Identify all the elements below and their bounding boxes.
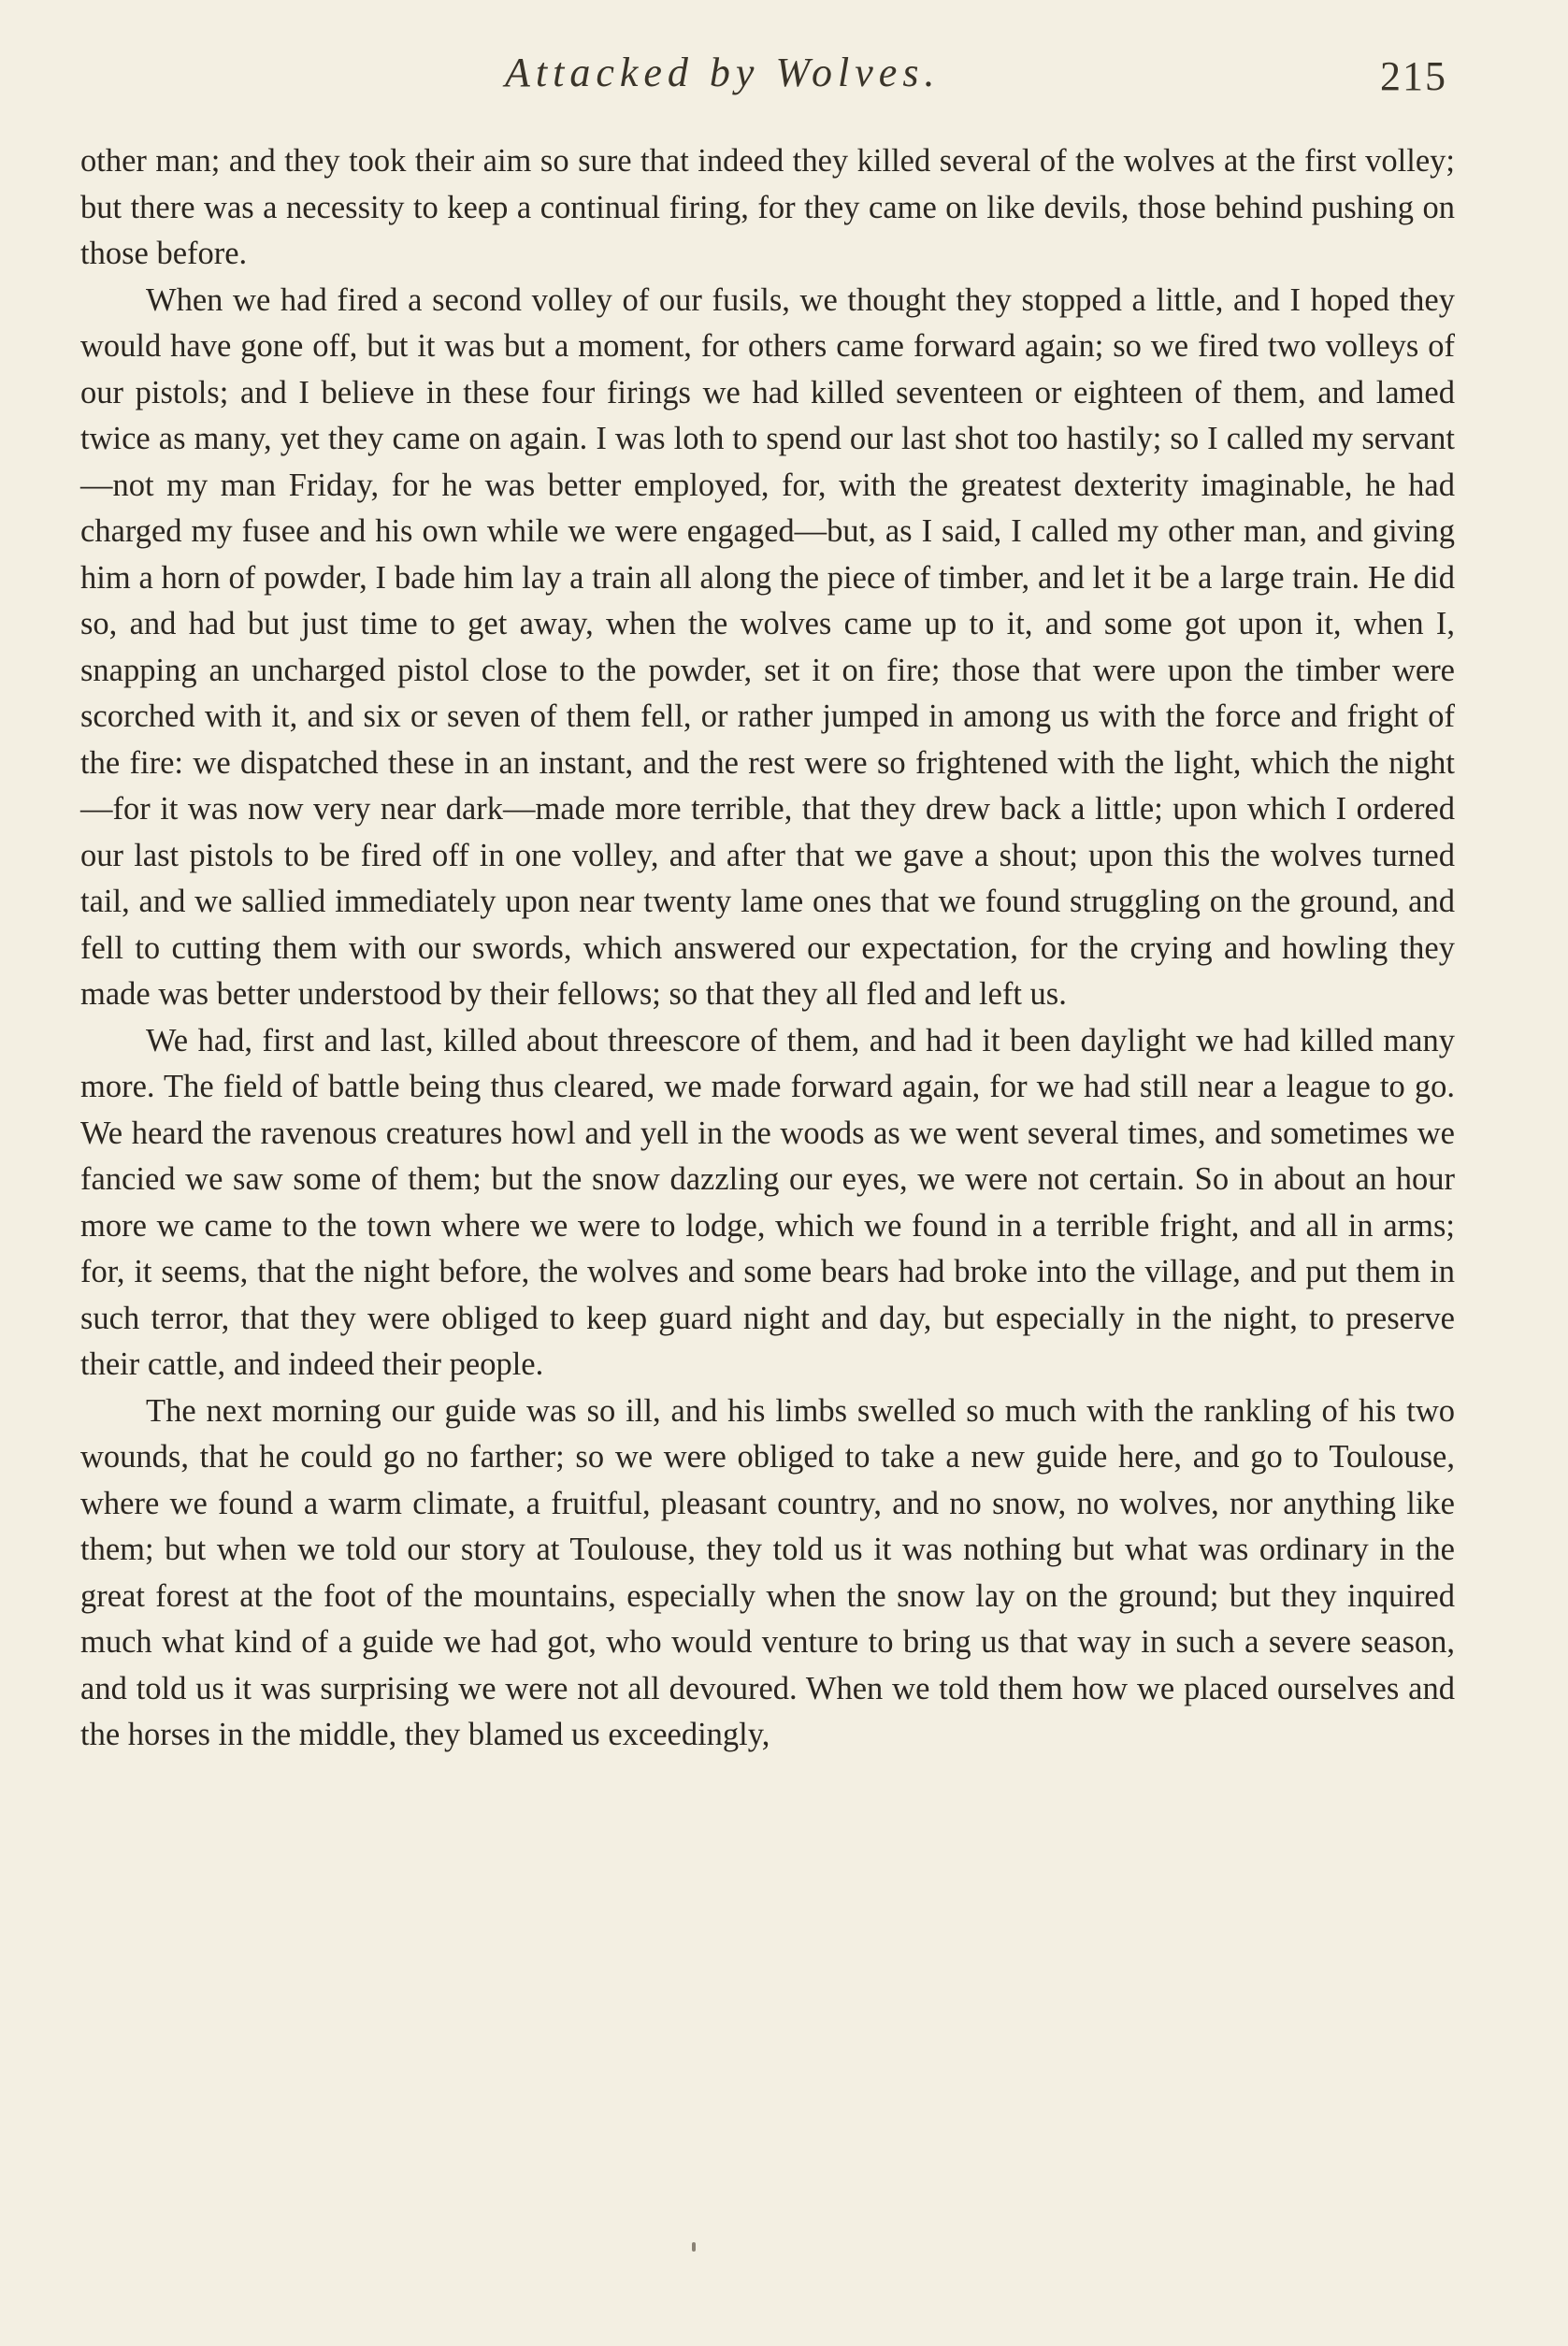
paragraph: We had, first and last, killed about threescore of them, and had it been daylight we had killed many more. The field of battle being thus cleared, we made forward again, for we had still near a league to go. We heard the ravenous creatures howl and yell in the woods as we went several times, and sometimes we fancied we saw some of them; but the snow dazzling our eyes, we were not certain. So in about an hour more we came to the town where we were to lodge, which we found in a terrible fright, and all in arms; for, it seems, that the night before, the wolves and some bears had broke into the village, and put them in such terror, that they were obliged to keep guard night and day, but especially in the night, to preserve their cattle, and indeed their people. [80,1022,1455,1382]
paragraph-continued: other man; and they took their aim so sure that indeed they killed several of the wolves at the first volley; but there was a necessity to keep a continual firing, for they came on like devils, those behind pushing on those before. [80,143,1455,271]
body-text [80,138,1455,1759]
running-title: Attacked by Wolves. [505,50,941,95]
page-number: 215 [1380,53,1447,99]
paragraph: The next morning our guide was so ill, and his limbs swelled so much with the rankling of his two wounds, that he could go no farther; so we were obliged to take a new guide here, and go to Toulouse, where we found a warm climate, a fruitful, pleasant country, and no snow, no wolves, nor anything like them; but when we told our story at Toulouse, they told us it was nothing but what was ordinary in the great forest at the foot of the mountains, especially when the snow lay on the ground; but they inquired much what kind of a guide we had got, who would venture to bring us that way in such a severe season, and told us it was surprising we were not all devoured. When we told them how we placed ourselves and the horses in the middle, they blamed us exceedingly, [80,1392,1455,1752]
running-head [0,49,1568,105]
paragraph: When we had fired a second volley of our fusils, we thought they stopped a little, and I hoped they would have gone off, but it was but a moment, for others came forward again; so we fired two volleys of our pistols; and I believe in these four firings we had killed seventeen or eighteen of them, and lamed twice as many, yet they came on again. I was loth to spend our last shot too hastily; so I called my servant—not my man Friday, for he was better employed, for, with the greatest dexterity imaginable, he had charged my fusee and his own while we were engaged—but, as I said, I called my other man, and giving him a horn of powder, I bade him lay a train all along the piece of timber, and let it be a large train. He did so, and had but just time to get away, when the wolves came up to it, and some got upon it, when I, snapping an uncharged pistol close to the powder, set it on fire; those that were upon the timber were scorched with it, and six or seven of them fell, or rather jumped in among us with the force and fright of the fire: we dispatched these in an instant, and the rest were so frightened with the light, which the night—for it was now very near dark—made more terrible, that they drew back a little; upon which I ordered our last pistols to be fired off in one volley, and after that we gave a shout; upon this the wolves turned tail, and we sallied immediately upon near twenty lame ones that we found struggling on the ground, and fell to cutting them with our swords, which answered our expectation, for the crying and howling they made was better understood by their fellows; so that they all fled and left us. [80,281,1455,1012]
paper-speck [692,2242,696,2252]
